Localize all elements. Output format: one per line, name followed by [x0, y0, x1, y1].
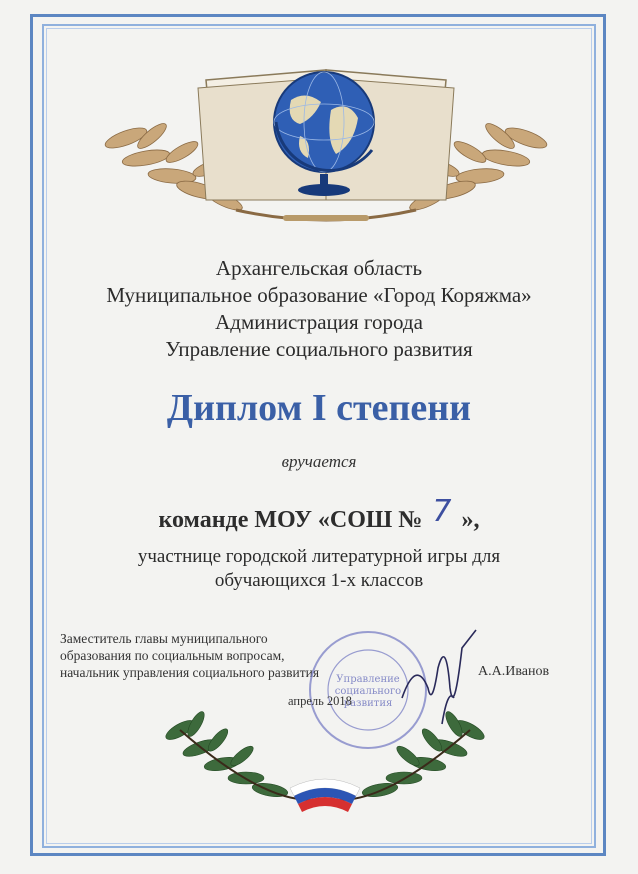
org-line: Управление социального развития — [165, 337, 473, 361]
signer-name: А.А.Иванов — [478, 664, 550, 679]
issue-date: апрель 2018 — [288, 694, 352, 708]
globe-book-emblem — [86, 40, 566, 240]
laurel-branch-icon — [160, 700, 490, 830]
handwritten-number: 7 — [432, 494, 452, 529]
diploma-title: Диплом I степени — [166, 387, 472, 429]
signer-line: Заместитель главы муниципального — [60, 631, 268, 646]
signer-line: образования по социальным вопросам, — [60, 648, 285, 663]
svg-text:Управление: Управление — [336, 674, 400, 685]
svg-text:социального: социального — [334, 686, 402, 697]
description-line: участнице городской литературной игры для — [137, 546, 501, 567]
org-line: Администрация города — [215, 310, 423, 334]
org-line: Архангельская область — [215, 256, 423, 280]
org-line: Муниципальное образование «Город Коряжма» — [106, 283, 532, 307]
svg-text:развития: развития — [343, 698, 393, 709]
recipient-suffix: », — [461, 507, 480, 533]
recipient-line — [60, 494, 578, 535]
description-line: обучающихся 1-х классов — [214, 570, 424, 591]
recipient-prefix: команде МОУ «СОШ № — [158, 507, 423, 533]
award-description — [60, 545, 578, 593]
signer-line: начальник управления социального развития — [60, 665, 320, 680]
awarded-label: вручается — [281, 452, 357, 471]
organization-header — [60, 255, 578, 363]
